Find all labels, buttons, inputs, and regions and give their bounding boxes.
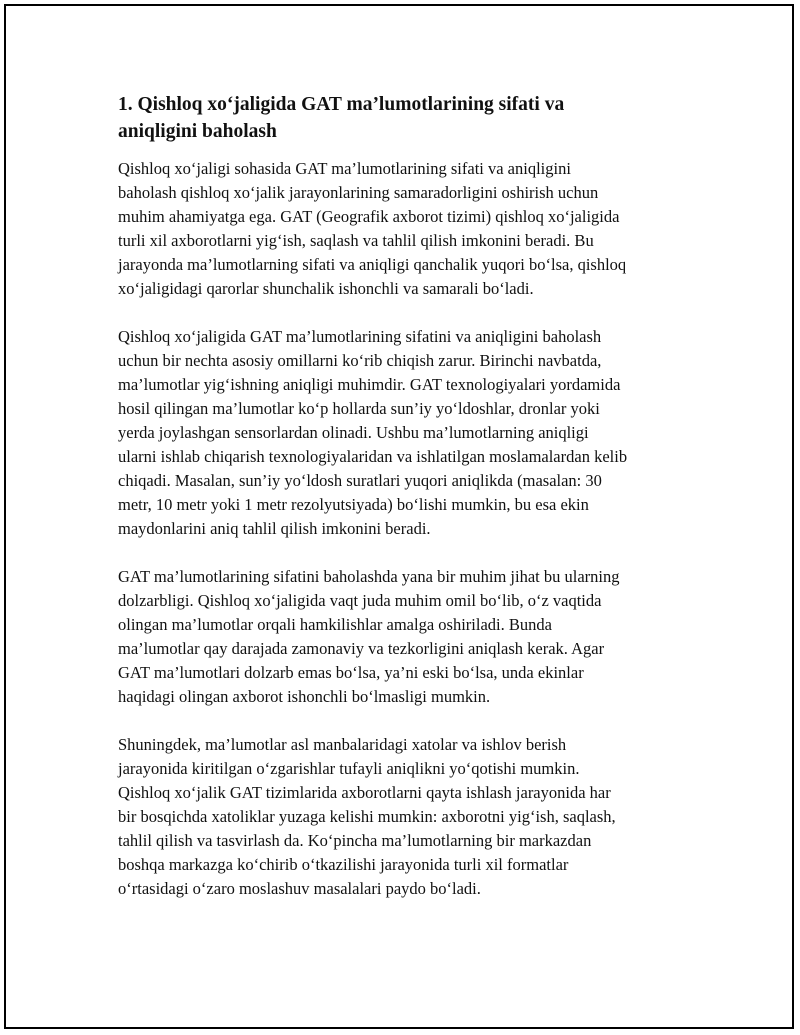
text-line: xo‘jaligidagi qarorlar shunchalik ishonchli va samarali bo‘ladi. xyxy=(118,279,534,298)
paragraph-2 xyxy=(118,325,688,541)
heading-line: 1. Qishloq xo‘jaligida GAT ma’lumotlarining sifati va xyxy=(118,94,565,115)
text-line: jarayonida kiritilgan o‘zgarishlar tufayli aniqlikni yo‘qotishi mumkin. xyxy=(118,759,580,778)
text-line: uchun bir nechta asosiy omillarni ko‘rib chiqish zarur. Birinchi navbatda, xyxy=(118,351,602,370)
text-line: haqidagi olingan axborot ishonchli bo‘lmasligi mumkin. xyxy=(118,687,491,706)
text-line: yerda joylashgan sensorlardan olinadi. Ushbu ma’lumotlarning aniqligi xyxy=(118,423,589,442)
text-line: hosil qilingan ma’lumotlar ko‘p hollarda sun’iy yo‘ldoshlar, dronlar yoki xyxy=(118,399,600,418)
document-body xyxy=(118,91,688,925)
text-line: olingan ma’lumotlar orqali hamkilishlar amalga oshiriladi. Bunda xyxy=(118,615,552,634)
text-line: GAT ma’lumotlarining sifatini baholashda yana bir muhim jihat bu ularning xyxy=(118,567,620,586)
paragraph-4 xyxy=(118,733,688,901)
heading-line: aniqligini baholash xyxy=(118,121,277,142)
text-line: baholash qishloq xo‘jalik jarayonlarining samaradorligini oshirish uchun xyxy=(118,183,599,202)
paragraph-3 xyxy=(118,565,688,709)
text-line: tahlil qilish va tasvirlash da. Ko‘pincha ma’lumotlarning bir markazdan xyxy=(118,831,592,850)
text-line: o‘rtasidagi o‘zaro moslashuv masalalari paydo bo‘ladi. xyxy=(118,879,481,898)
text-line: metr, 10 metr yoki 1 metr rezolyutsiyada) bo‘lishi mumkin, bu esa ekin xyxy=(118,495,589,514)
text-line: boshqa markazga ko‘chirib o‘tkazilishi jarayonida turli xil formatlar xyxy=(118,855,569,874)
text-line: dolzarbligi. Qishloq xo‘jaligida vaqt juda muhim omil bo‘lib, o‘z vaqtida xyxy=(118,591,602,610)
text-line: Qishloq xo‘jalik GAT tizimlarida axborotlarni qayta ishlash jarayonida har xyxy=(118,783,611,802)
text-line: ularni ishlab chiqarish texnologiyalaridan va ishlatilgan moslamalardan kelib xyxy=(118,447,628,466)
section-heading xyxy=(118,91,688,145)
text-line: ma’lumotlar qay darajada zamonaviy va tezkorligini aniqlash kerak. Agar xyxy=(118,639,605,658)
text-line: muhim ahamiyatga ega. GAT (Geografik axborot tizimi) qishloq xo‘jaligida xyxy=(118,207,620,226)
text-line: maydonlarini aniq tahlil qilish imkonini beradi. xyxy=(118,519,431,538)
text-line: ma’lumotlar yig‘ishning aniqligi muhimdir. GAT texnologiyalari yordamida xyxy=(118,375,621,394)
paragraph-1 xyxy=(118,157,688,301)
text-line: Qishloq xo‘jaligi sohasida GAT ma’lumotlarining sifati va aniqligini xyxy=(118,159,571,178)
text-line: chiqadi. Masalan, sun’iy yo‘ldosh suratlari yuqori aniqlikda (masalan: 30 xyxy=(118,471,602,490)
text-line: Shuningdek, ma’lumotlar asl manbalaridagi xatolar va ishlov berish xyxy=(118,735,567,754)
text-line: Qishloq xo‘jaligida GAT ma’lumotlarining sifatini va aniqligini baholash xyxy=(118,327,602,346)
text-line: turli xil axborotlarni yig‘ish, saqlash va tahlil qilish imkonini beradi. Bu xyxy=(118,231,594,250)
text-line: GAT ma’lumotlari dolzarb emas bo‘lsa, ya’ni eski bo‘lsa, unda ekinlar xyxy=(118,663,584,682)
text-line: jarayonda ma’lumotlarning sifati va aniqligi qanchalik yuqori bo‘lsa, qishloq xyxy=(118,255,627,274)
text-line: bir bosqichda xatoliklar yuzaga kelishi mumkin: axborotni yig‘ish, saqlash, xyxy=(118,807,616,826)
